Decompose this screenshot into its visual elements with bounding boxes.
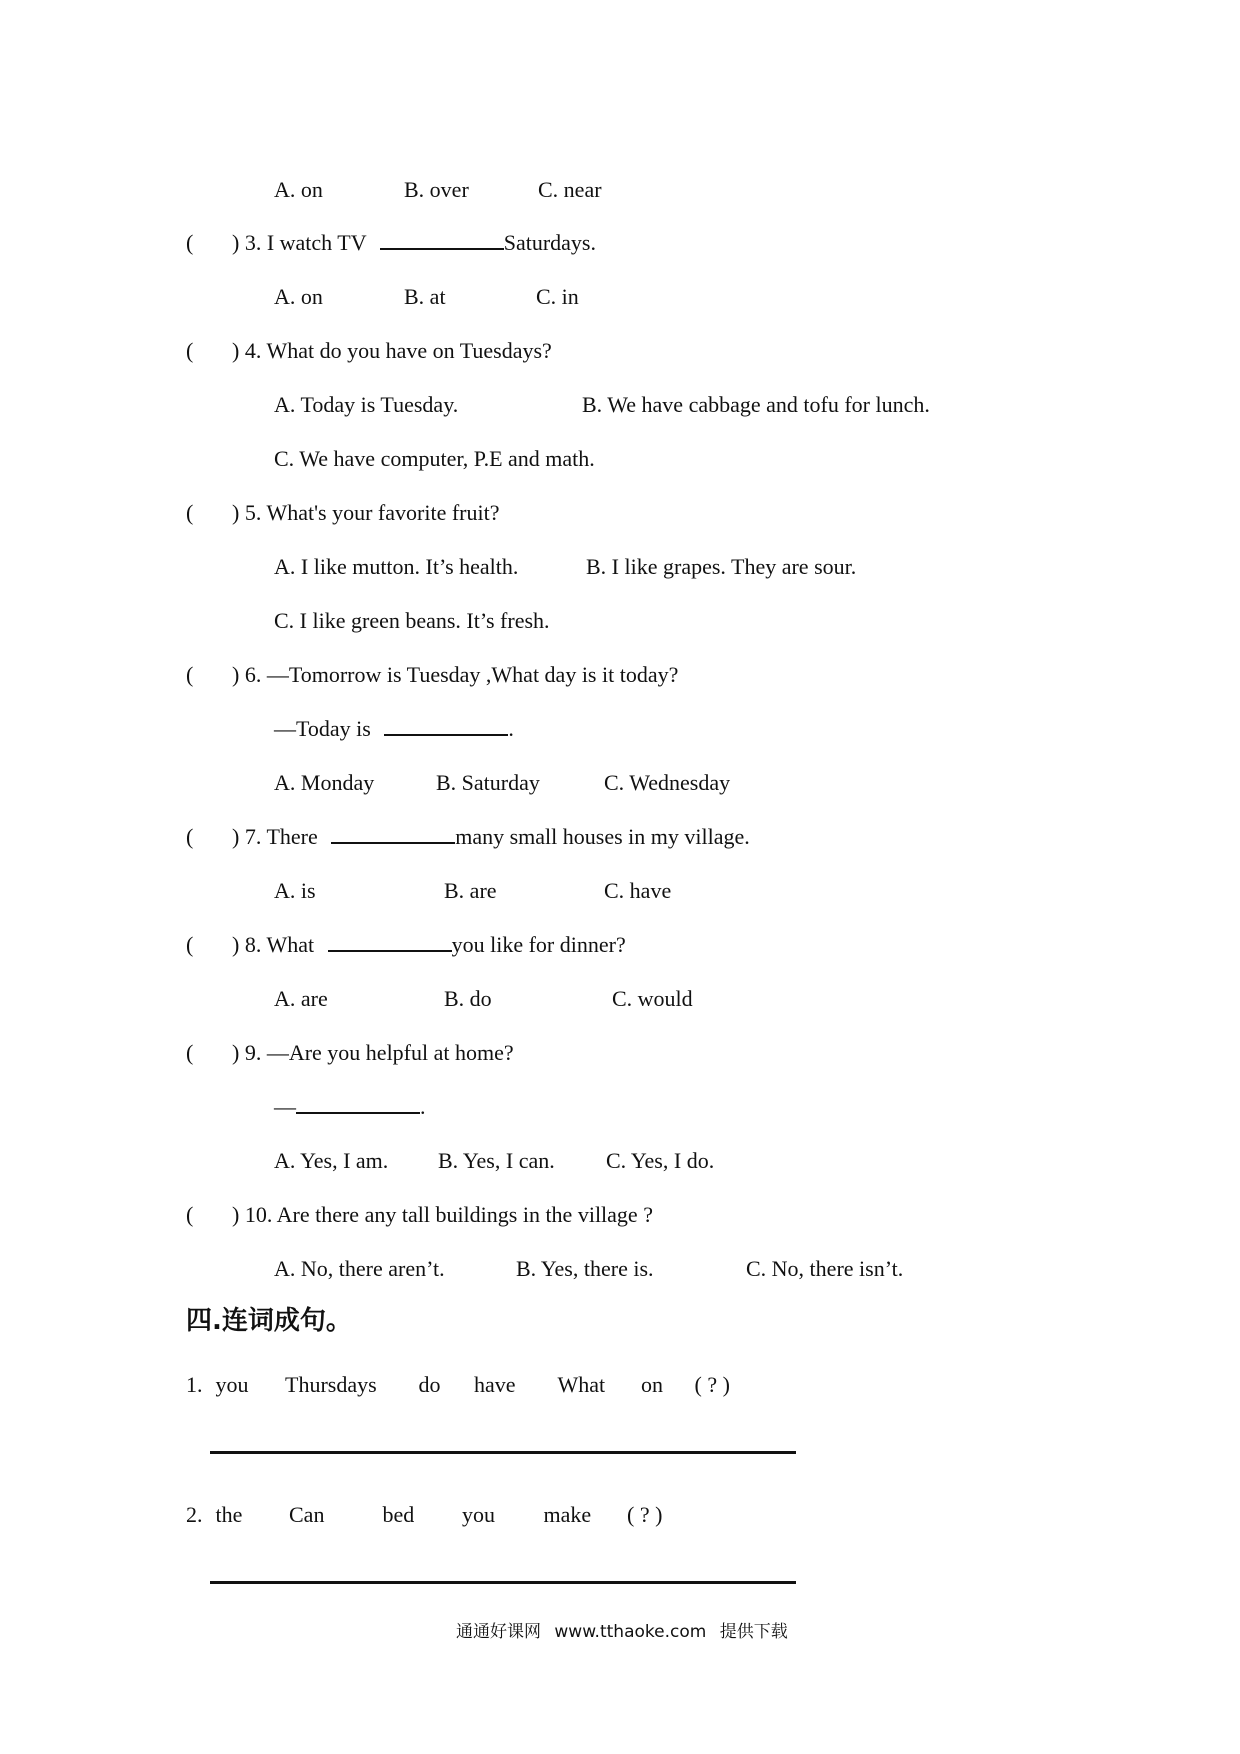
q3-paren: ( (186, 230, 194, 255)
sentence-2-number: 2. (186, 1502, 203, 1527)
q10-question (232, 1202, 653, 1228)
q3-blank (380, 230, 504, 250)
word: you (215, 1372, 249, 1397)
q2-option-c: C. near (538, 177, 602, 202)
word: bed (382, 1502, 415, 1527)
q6-paren: ( (186, 662, 194, 687)
q8-number: ) 8. (232, 932, 262, 957)
q5-option-a: A. I like mutton. It’s health. (274, 554, 519, 579)
q3-option-c: C. in (536, 284, 579, 309)
footer-url: www.tthaoke.com (554, 1622, 707, 1642)
q8-question (232, 932, 626, 958)
word: What (557, 1372, 606, 1397)
q5-option-b: B. I like grapes. They are sour. (586, 554, 857, 579)
q9-blank (296, 1094, 420, 1114)
q6-text: —Tomorrow is Tuesday ,What day is it today? (266, 662, 679, 687)
q7-option-b: B. are (444, 878, 497, 903)
q9-paren: ( (186, 1040, 194, 1065)
footer (456, 1622, 788, 1642)
sentence-1 (186, 1372, 730, 1398)
sentence-2 (186, 1502, 662, 1528)
q7-option-c: C. have (604, 878, 672, 903)
q4-option-a: A. Today is Tuesday. (274, 392, 459, 417)
word: do (418, 1372, 441, 1397)
q5-number: ) 5. (232, 500, 262, 525)
q7-blank (331, 824, 455, 844)
q4-option-b: B. We have cabbage and tofu for lunch. (582, 392, 930, 417)
q4-option-c: C. We have computer, P.E and math. (274, 446, 595, 471)
q2-option-a: A. on (274, 177, 323, 202)
q6-reply-before: —Today is (274, 716, 371, 741)
q10-option-a: A. No, there aren’t. (274, 1256, 445, 1281)
q7-text-before: There (266, 824, 318, 849)
footer-note: 提供下载 (719, 1622, 788, 1642)
q10-option-b: B. Yes, there is. (516, 1256, 654, 1281)
q4-paren: ( (186, 338, 194, 363)
q8-text-before: What (266, 932, 315, 957)
q9-option-b: B. Yes, I can. (438, 1148, 555, 1173)
sentence-1-number: 1. (186, 1372, 203, 1397)
q6-option-a: A. Monday (274, 770, 375, 795)
word: the (215, 1502, 243, 1527)
q3-option-b: B. at (404, 284, 446, 309)
word: you (462, 1502, 495, 1527)
q7-text-after: many small houses in my village. (455, 824, 750, 849)
q8-option-c: C. would (612, 986, 693, 1011)
q4-number: ) 4. (232, 338, 262, 363)
q9-text: —Are you helpful at home? (266, 1040, 514, 1065)
q5-text: What's your favorite fruit? (266, 500, 500, 525)
q9-question (232, 1040, 514, 1066)
q10-paren: ( (186, 1202, 194, 1227)
q5-question (232, 500, 499, 526)
q9-number: ) 9. (232, 1040, 262, 1065)
q9-option-c: C. Yes, I do. (606, 1148, 715, 1173)
q8-blank (328, 932, 452, 952)
q9-option-a: A. Yes, I am. (274, 1148, 389, 1173)
q3-text-after: Saturdays. (503, 230, 596, 255)
footer-site: 通通好课网 (456, 1622, 541, 1642)
q7-paren: ( (186, 824, 194, 849)
q6-option-c: C. Wednesday (604, 770, 731, 795)
q3-number: ) 3. (232, 230, 262, 255)
q8-option-a: A. are (274, 986, 328, 1011)
q6-number: ) 6. (232, 662, 262, 687)
q6-option-b: B. Saturday (436, 770, 540, 795)
q3-question (232, 230, 596, 256)
word: ( ? ) (627, 1502, 663, 1527)
q6-question (232, 662, 678, 688)
word: have (474, 1372, 516, 1397)
q6-reply-after: . (508, 716, 514, 741)
q7-option-a: A. is (274, 878, 316, 903)
word: Can (289, 1502, 325, 1527)
q5-option-c: C. I like green beans. It’s fresh. (274, 608, 550, 633)
word: on (641, 1372, 663, 1397)
q7-question (232, 824, 750, 850)
section-4-title: 四.连词成句。 (186, 1306, 352, 1336)
q7-number: ) 7. (232, 824, 262, 849)
q9-reply-before: — (274, 1094, 296, 1119)
q6-reply (274, 716, 514, 742)
word: make (543, 1502, 592, 1527)
q6-blank (384, 716, 508, 736)
q3-text-before: I watch TV (266, 230, 367, 255)
q8-text-after: you like for dinner? (451, 932, 626, 957)
q3-option-a: A. on (274, 284, 323, 309)
sentence-1-answer-line (210, 1451, 796, 1454)
q9-reply-after: . (420, 1094, 426, 1119)
q8-paren: ( (186, 932, 194, 957)
sentence-2-answer-line (210, 1581, 796, 1584)
q4-text: What do you have on Tuesdays? (266, 338, 552, 363)
word: ( ? ) (694, 1372, 730, 1397)
q10-number: ) 10. (232, 1202, 273, 1227)
word: Thursdays (285, 1372, 377, 1397)
q4-question (232, 338, 552, 364)
q10-text: Are there any tall buildings in the village ? (276, 1202, 653, 1227)
q9-reply (274, 1094, 426, 1120)
q5-paren: ( (186, 500, 194, 525)
q8-option-b: B. do (444, 986, 492, 1011)
q10-option-c: C. No, there isn’t. (746, 1256, 904, 1281)
q2-option-b: B. over (404, 177, 469, 202)
